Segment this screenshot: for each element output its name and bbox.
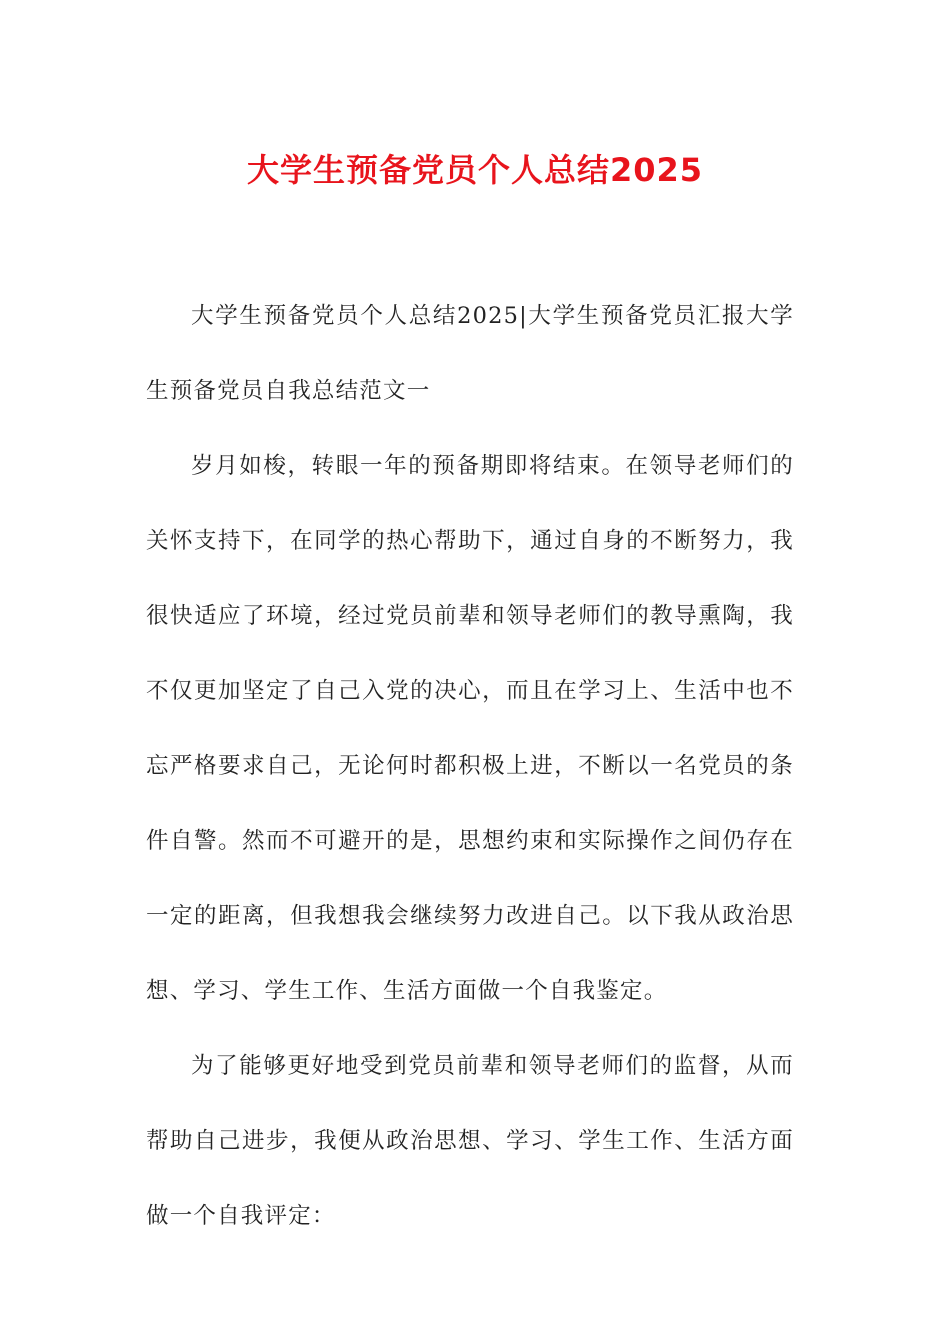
paragraph-evaluation-intro: 为了能够更好地受到党员前辈和领导老师们的监督，从而帮助自己进步，我便从政治思想、学习、学生工作、生活方面做一个自我评定：: [146, 1053, 794, 1229]
document-title: 大学生预备党员个人总结2025: [246, 151, 704, 189]
paragraph-intro: 大学生预备党员个人总结2025|大学生预备党员汇报大学生预备党员自我总结范文一: [146, 303, 794, 404]
document-body: [146, 279, 794, 1254]
paragraph-self-summary: 岁月如梭，转眼一年的预备期即将结束。在领导老师们的关怀支持下，在同学的热心帮助下，通过自身的不断努力，我很快适应了环境，经过党员前辈和领导老师们的教导熏陶，我不仅更加坚定了自己入党的决心，而且在学习上、生活中也不忘严格要求自己，无论何时都积极上进，不断以一名党员的条件自警。然而不可避开的是，思想约束和实际操作之间仍存在一定的距离，但我想我会继续努力改进自己。以下我从政治思想、学习、学生工作、生活方面做一个自我鉴定。: [146, 453, 794, 1004]
